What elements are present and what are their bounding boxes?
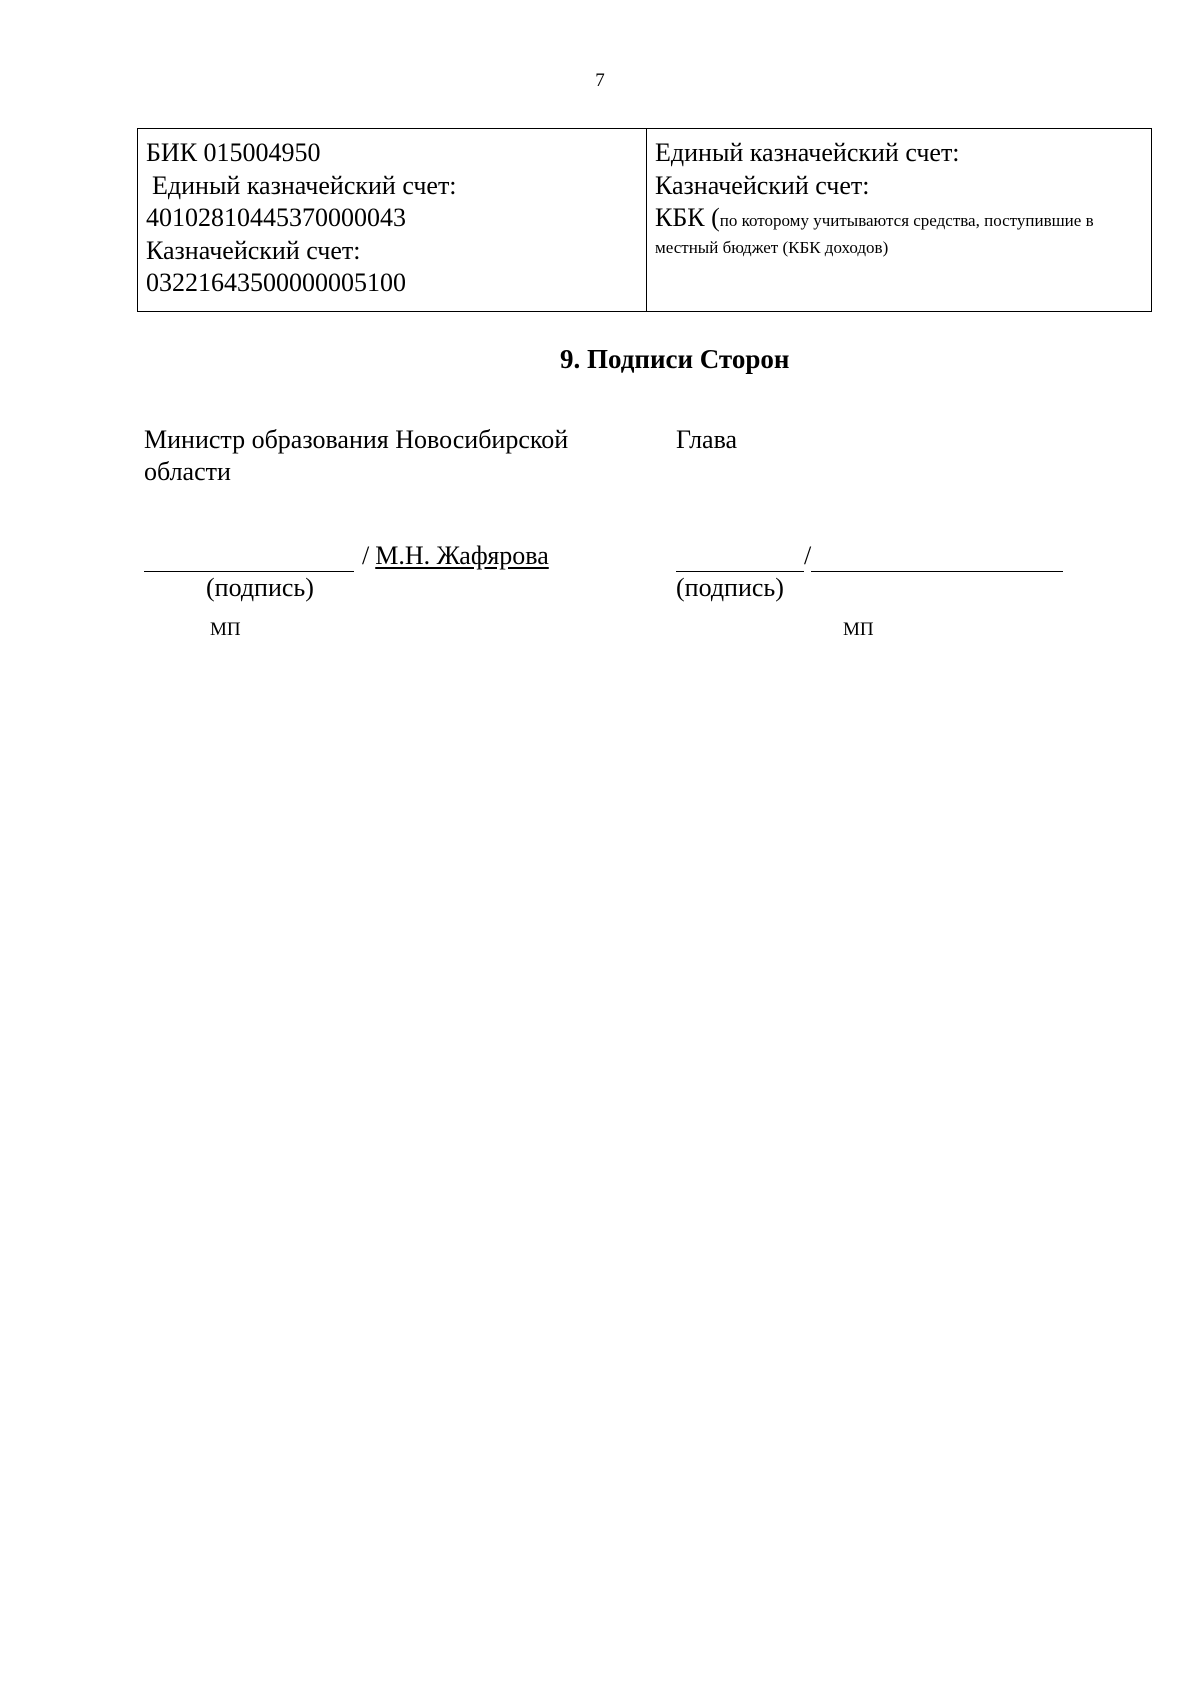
requisites-cell-left — [138, 129, 647, 311]
left-signature-caption: (подпись) — [206, 573, 314, 602]
left-signature-row — [144, 540, 549, 572]
signature-separator: / — [362, 541, 370, 570]
right-signature-caption: (подпись) — [676, 573, 784, 602]
bik-text: БИК 015004950 — [146, 138, 321, 167]
kbk-note: по которому учитываются средства, поступившие в местный бюджет (КБК доходов) — [655, 211, 1094, 257]
unified-account-label: Единый казначейский счет: — [655, 138, 960, 167]
page-number: 7 — [595, 70, 605, 91]
unified-account-label: Единый казначейский счет: — [152, 170, 457, 200]
right-stamp-label: МП — [843, 619, 874, 640]
right-signature-row — [676, 540, 1063, 572]
head-title: Глава — [676, 425, 738, 454]
signature-line — [676, 543, 804, 572]
signature-separator: / — [804, 541, 812, 570]
name-line — [811, 543, 1063, 572]
signatory-name: М.Н. Жафярова — [375, 541, 549, 570]
treasury-account-label: Казначейский счет: — [655, 170, 870, 200]
left-stamp-label: МП — [210, 619, 241, 640]
signature-line — [144, 543, 354, 572]
section-title: 9. Подписи Сторон — [560, 344, 790, 374]
requisites-cell-right — [647, 129, 1151, 311]
kbk-label: КБК ( — [655, 203, 720, 232]
kbk-line — [655, 203, 1151, 260]
treasury-account-value: 03221643500000005100 — [146, 268, 406, 297]
minister-title: Министр образования Новосибирской области — [144, 425, 569, 486]
treasury-account-label: Казначейский счет: — [146, 235, 361, 265]
unified-account-value: 40102810445370000043 — [146, 203, 406, 232]
requisites-table — [137, 128, 1152, 312]
